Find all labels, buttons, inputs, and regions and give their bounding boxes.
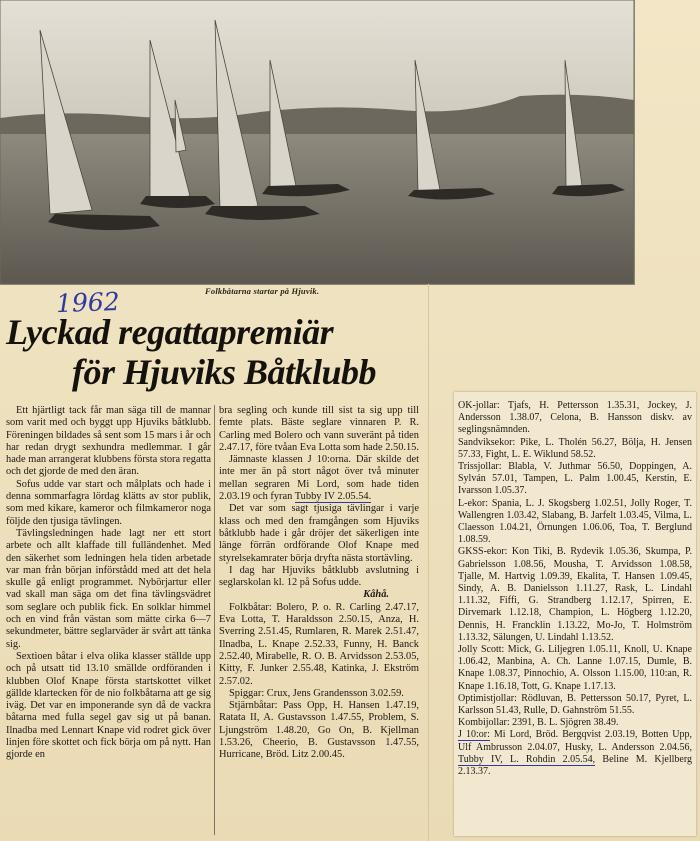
underlined-result: Tubby IV 2.05.54. — [294, 491, 372, 503]
regatta-photo — [0, 0, 635, 285]
results-text: Beline M. Kjellberg 2.13.37. — [458, 753, 693, 778]
results-text: Mi Lord, Bröd. Bergqvist 2.03.19, Botten Upp, Ulf Ambrusson 2.04.07, Husky, L. Andersson 2.04.56, — [458, 729, 692, 753]
paragraph — [219, 454, 419, 503]
paragraph: Sextioen båtar i elva olika klasser ställde upp och på utsatt tid 13.10 smällde ordföranden i klubben Olof Knape första startskottet vilket gällde klartecken för de nio folkbåtarna att ge sig iväg. Det var en imponerande syn då de vackra båtarna med fulla segel gav sig ut på banan. Ilnadba med Lennart Knape vid rodret gick över linjen före skottet och fick börja om på nytt. Han gjorde en — [6, 650, 211, 761]
results-paragraph: Folkbåtar: Bolero, P. o. R. Carling 2.47.17, Eva Lotta, T. Haraldsson 2.50.15, Anza, H. Sverring 2.51.45, Rumlaren, R. Marek 2.51.47, Ilnadba, L. Knape 2.52.33, Funny, H. Banck 2.52.40, Mirabelle, R. O. B. Arvidsson 2.53.05, Kitty, F. Junker 2.55.48, Katinka, J. Ekström 2.57.02. — [219, 601, 419, 687]
results-paragraph — [458, 729, 692, 778]
author-signature: Kåhå. — [363, 589, 389, 601]
results-paragraph: Trissjollar: Blabla, V. Juthmar 56.50, Doppingen, A. Sylván 57.01, Tampen, L. Palm 1.00.45, Kerstin, E. Ivarsson 1.05.37. — [458, 461, 692, 497]
results-paragraph: GKSS-ekor: Kon Tiki, B. Rydevik 1.05.36, Skumpa, P. Gabrielsson 1.08.56, Mousha, T. Arvidsson 1.08.58, Tjalle, M. Hartvig 1.09.39, Ekalita, T. Hansen 1.09.45, Sindy, A. B. Danielsson 1.11.27, Rask, L. Lindahl 1.11.32, Fiffi, G. Strandberg 1.12.17, Spirren, E. Dirvemark 1.12.18, Champion, L. Högberg 1.12.20, Dennis, H. Francklin 1.13.22, Mo-Jo, T. Holmström 1.13.32, Sälungen, U. Lindahl 1.13.52. — [458, 546, 692, 643]
results-column — [458, 400, 692, 778]
article-column-2 — [219, 405, 419, 762]
results-paragraph: Spiggar: Crux, Jens Grandensson 3.02.59. — [229, 687, 404, 699]
paragraph: Tävlingsledningen hade lagt ner ett stort arbete och allt klaffade till fulländenhet. Med den säkerhet som ledningen hela tiden arbetade var man från början införstådd med att det hela skulle gå enligt programmet. Nybörjartur eller vad skall man säga om det fina tävlingsvädret som seglare och publik fick. En solklar himmel och en vind från västan som mätte cirka 6—7 sekundmeter, bättre seglarväder är svårt att tänka sig. — [6, 527, 211, 650]
paragraph: Sofus udde var start och målplats och hade i denna sommarfagra lördag klätts av stor publik, som med kikare, kameror och filmkameror noga följde den tjusiga tävlingen. — [6, 478, 211, 527]
results-paragraph: Sandviksekor: Pike, L. Tholén 56.27, Bölja, H. Jensen 57.33, Fight, L. E. Wiklund 58.52. — [458, 436, 692, 460]
headline-line-2: för Hjuviks Båtklubb — [72, 352, 377, 392]
paragraph: Ett hjärtligt tack får man säga till de mannar som varit med och byggt upp Hjuviks båtklubb. Föreningen bildades så sent som 15 mars i år och har redan drygt sexhundra medlemmar. I går hade man arrangerat klubbens första stora regatta och det gjorde de med den äran. — [6, 405, 211, 478]
handwritten-year: 1962 — [55, 286, 121, 319]
paragraph-text: Jämnaste klassen J 10:orna. Där skilde det inte mer än på stort något över två minuter mellan segraren Mi Lord, som hade tiden 2.03.19 och fyran — [219, 454, 419, 503]
results-paragraph: Optimistjollar: Rödluvan, B. Pettersson 50.17, Pyret, L. Karlsson 51.43, Rulle, D. Gahnström 51.55. — [458, 692, 692, 717]
underlined-class: J 10:or: — [458, 729, 490, 741]
headline-line-1: Lyckad regattapremiär — [6, 312, 334, 352]
results-paragraph: Kombijollar: 2391, B. L. Sjögren 38.49. — [458, 717, 619, 729]
results-paragraph: Jolly Scott: Mick, G. Liljegren 1.05.11, Knoll, U. Knape 1.06.42, Manbina, A. Ch. Lanne 1.07.15, Dumle, B. Knape 1.08.37, Pinnochio, A. Olsson 1.15.00, 110:an, R. Knape 1.16.18, Tott, G. Knape 1.17.13. — [458, 644, 692, 692]
column-divider — [214, 405, 215, 835]
results-paragraph: Stjärnbåtar: Pass Opp, H. Hansen 1.47.19, Ratata II, A. Gustavsson 1.47.55, Problem, S. Ljungström 1.48.20, Go On, B. Kjellman 1.53.26, Cheerio, B. Gustavsson 1.47.55, Hurricane, Bröd. Litz 2.00.45. — [219, 700, 419, 761]
underlined-result: Tubby IV, L. Rohdin 2.05.54, — [458, 753, 596, 765]
paragraph: bra segling och kunde till sist ta sig upp till femte plats. Bäste seglare vinnaren P. R. Carling med Bolero och vann suveränt på tiden 2.47.17, före tvåan Eva Lotta som hade 2.50.15. — [219, 405, 419, 453]
headline — [6, 312, 426, 392]
results-paragraph: OK-jollar: Tjafs, H. Pettersson 1.35.31, Jockey, J. Andersson 1.38.07, Celona, B. Hansson diskv. av seglingsnämnden. — [458, 400, 692, 436]
paragraph: I dag har Hjuviks båtklubb avslutning i seglarskolan kl. 12 på Sofus udde. — [219, 564, 419, 589]
clipping-edge — [428, 284, 429, 841]
photo-caption: Folkbåtarna startar på Hjuvik. — [205, 286, 320, 296]
results-paragraph: L-ekor: Spania, L. J. Skogsberg 1.02.51, Jolly Roger, T. Wallengren 1.03.42, Slabang, B. Jarfelt 1.03.45, Vilma, L. Claesson 1.04.21, Örnungen 1.06.06, Toa, T. Berglund 1.08.59. — [458, 497, 692, 546]
article-column-1 — [6, 405, 211, 762]
paragraph: Det var som sagt tjusiga tävlingar i varje klass och med den framgången som Hjuviks båtklubb hade i går dröjer det säkerligen inte länge förrän ordförande Olof Knape med styrelsekamrater börja dryfta nästa stortävling. — [219, 503, 419, 564]
